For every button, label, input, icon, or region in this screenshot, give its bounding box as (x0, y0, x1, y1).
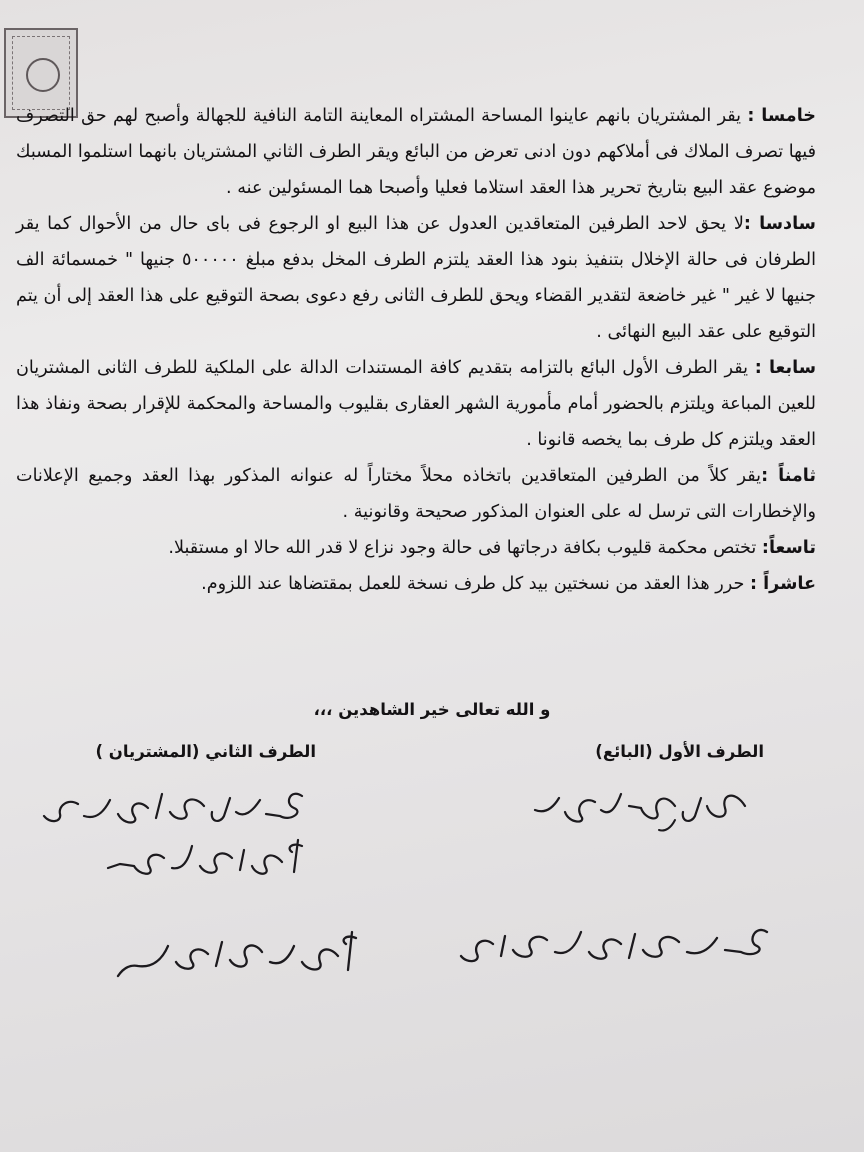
clause-text: حرر هذا العقد من نسختين بيد كل طرف نسخة للعمل بمقتضاها عند اللزوم. (201, 574, 750, 594)
witness-left-signature (112, 922, 362, 986)
clause-seventh (16, 350, 816, 458)
clause-fifth (16, 98, 816, 206)
contract-body (16, 98, 816, 602)
buyer-2-signature (100, 828, 310, 888)
clause-heading: سادسا : (743, 214, 816, 234)
clause-eighth (16, 458, 816, 530)
second-party-label: الطرف الثاني (المشتريان ) (95, 742, 316, 761)
clause-heading: سابعا : (754, 358, 816, 378)
closing-line: و الله تعالى خير الشاهدين ،،، (313, 700, 551, 719)
clause-ninth (16, 530, 816, 566)
clause-tenth (16, 566, 816, 602)
clause-heading: خامسا : (747, 106, 816, 126)
clause-heading: عاشراً : (749, 574, 816, 594)
clause-heading: تاسعاً: (761, 538, 816, 558)
first-party-label: الطرف الأول (البائع) (595, 742, 764, 761)
seller-signature (525, 776, 755, 836)
witness-right-signature (455, 912, 775, 976)
clause-heading: ثامناً : (761, 466, 816, 486)
clause-text: يقر كلاً من الطرفين المتعاقدين باتخاذه محلاً مختاراً له عنوانه المذكور بهذا العقد وجميع الإعلانات والإخطارات التى ترسل له على العنوان المذكور صحيحة وقانونية . (16, 466, 816, 522)
clause-sixth (16, 206, 816, 350)
clause-text: تختص محكمة قليوب بكافة درجاتها فى حالة وجود نزاع لا قدر الله حالا او مستقبلا. (168, 538, 762, 558)
clause-text: لا يحق لاحد الطرفين المتعاقدين العدول عن هذا البيع او الرجوع فى باى حال من الأحوال كما يقر الطرفان فى حالة الإخلال بتنفيذ بنود هذا العقد يلتزم الطرف المخل بدفع مبلغ ٥٠٠٠٠٠ جنيها " خمسمائة الف جنيها لا غير " غير خاضعة لتقدير القضاء ويحق للطرف الثانى رفع دعوى بصحة التوقيع على هذا العقد إلى أن يتم التوقيع على عقد البيع النهائى . (16, 214, 817, 342)
clause-text: يقر الطرف الأول البائع بالتزامه بتقديم كافة المستندات الدالة على الملكية للطرف الثانى المشتريان للعين المباعة ويلتزم بالحضور أمام مأمورية الشهر العقارى بقليوب والمساحة والمحكمة للإقرار بصحة ونفاذ هذا العقد ويلتزم كل طرف بما يخصه قانونا . (16, 358, 816, 450)
stamp-emblem-icon (26, 58, 60, 92)
clause-text: يقر المشتريان بانهم عاينوا المساحة المشتراه المعاينة التامة النافية للجهالة وأصبح لهم حق التصرف فيها تصرف الملاك فى أملاكهم دون ادنى تعرض من البائع ويقر الطرف الثاني المشتريان بانهما استلموا المسبك موضوع عقد البيع بتاريخ تحرير هذا العقد استلاما فعليا وأصبحا هما المسئولين عنه . (16, 106, 816, 198)
